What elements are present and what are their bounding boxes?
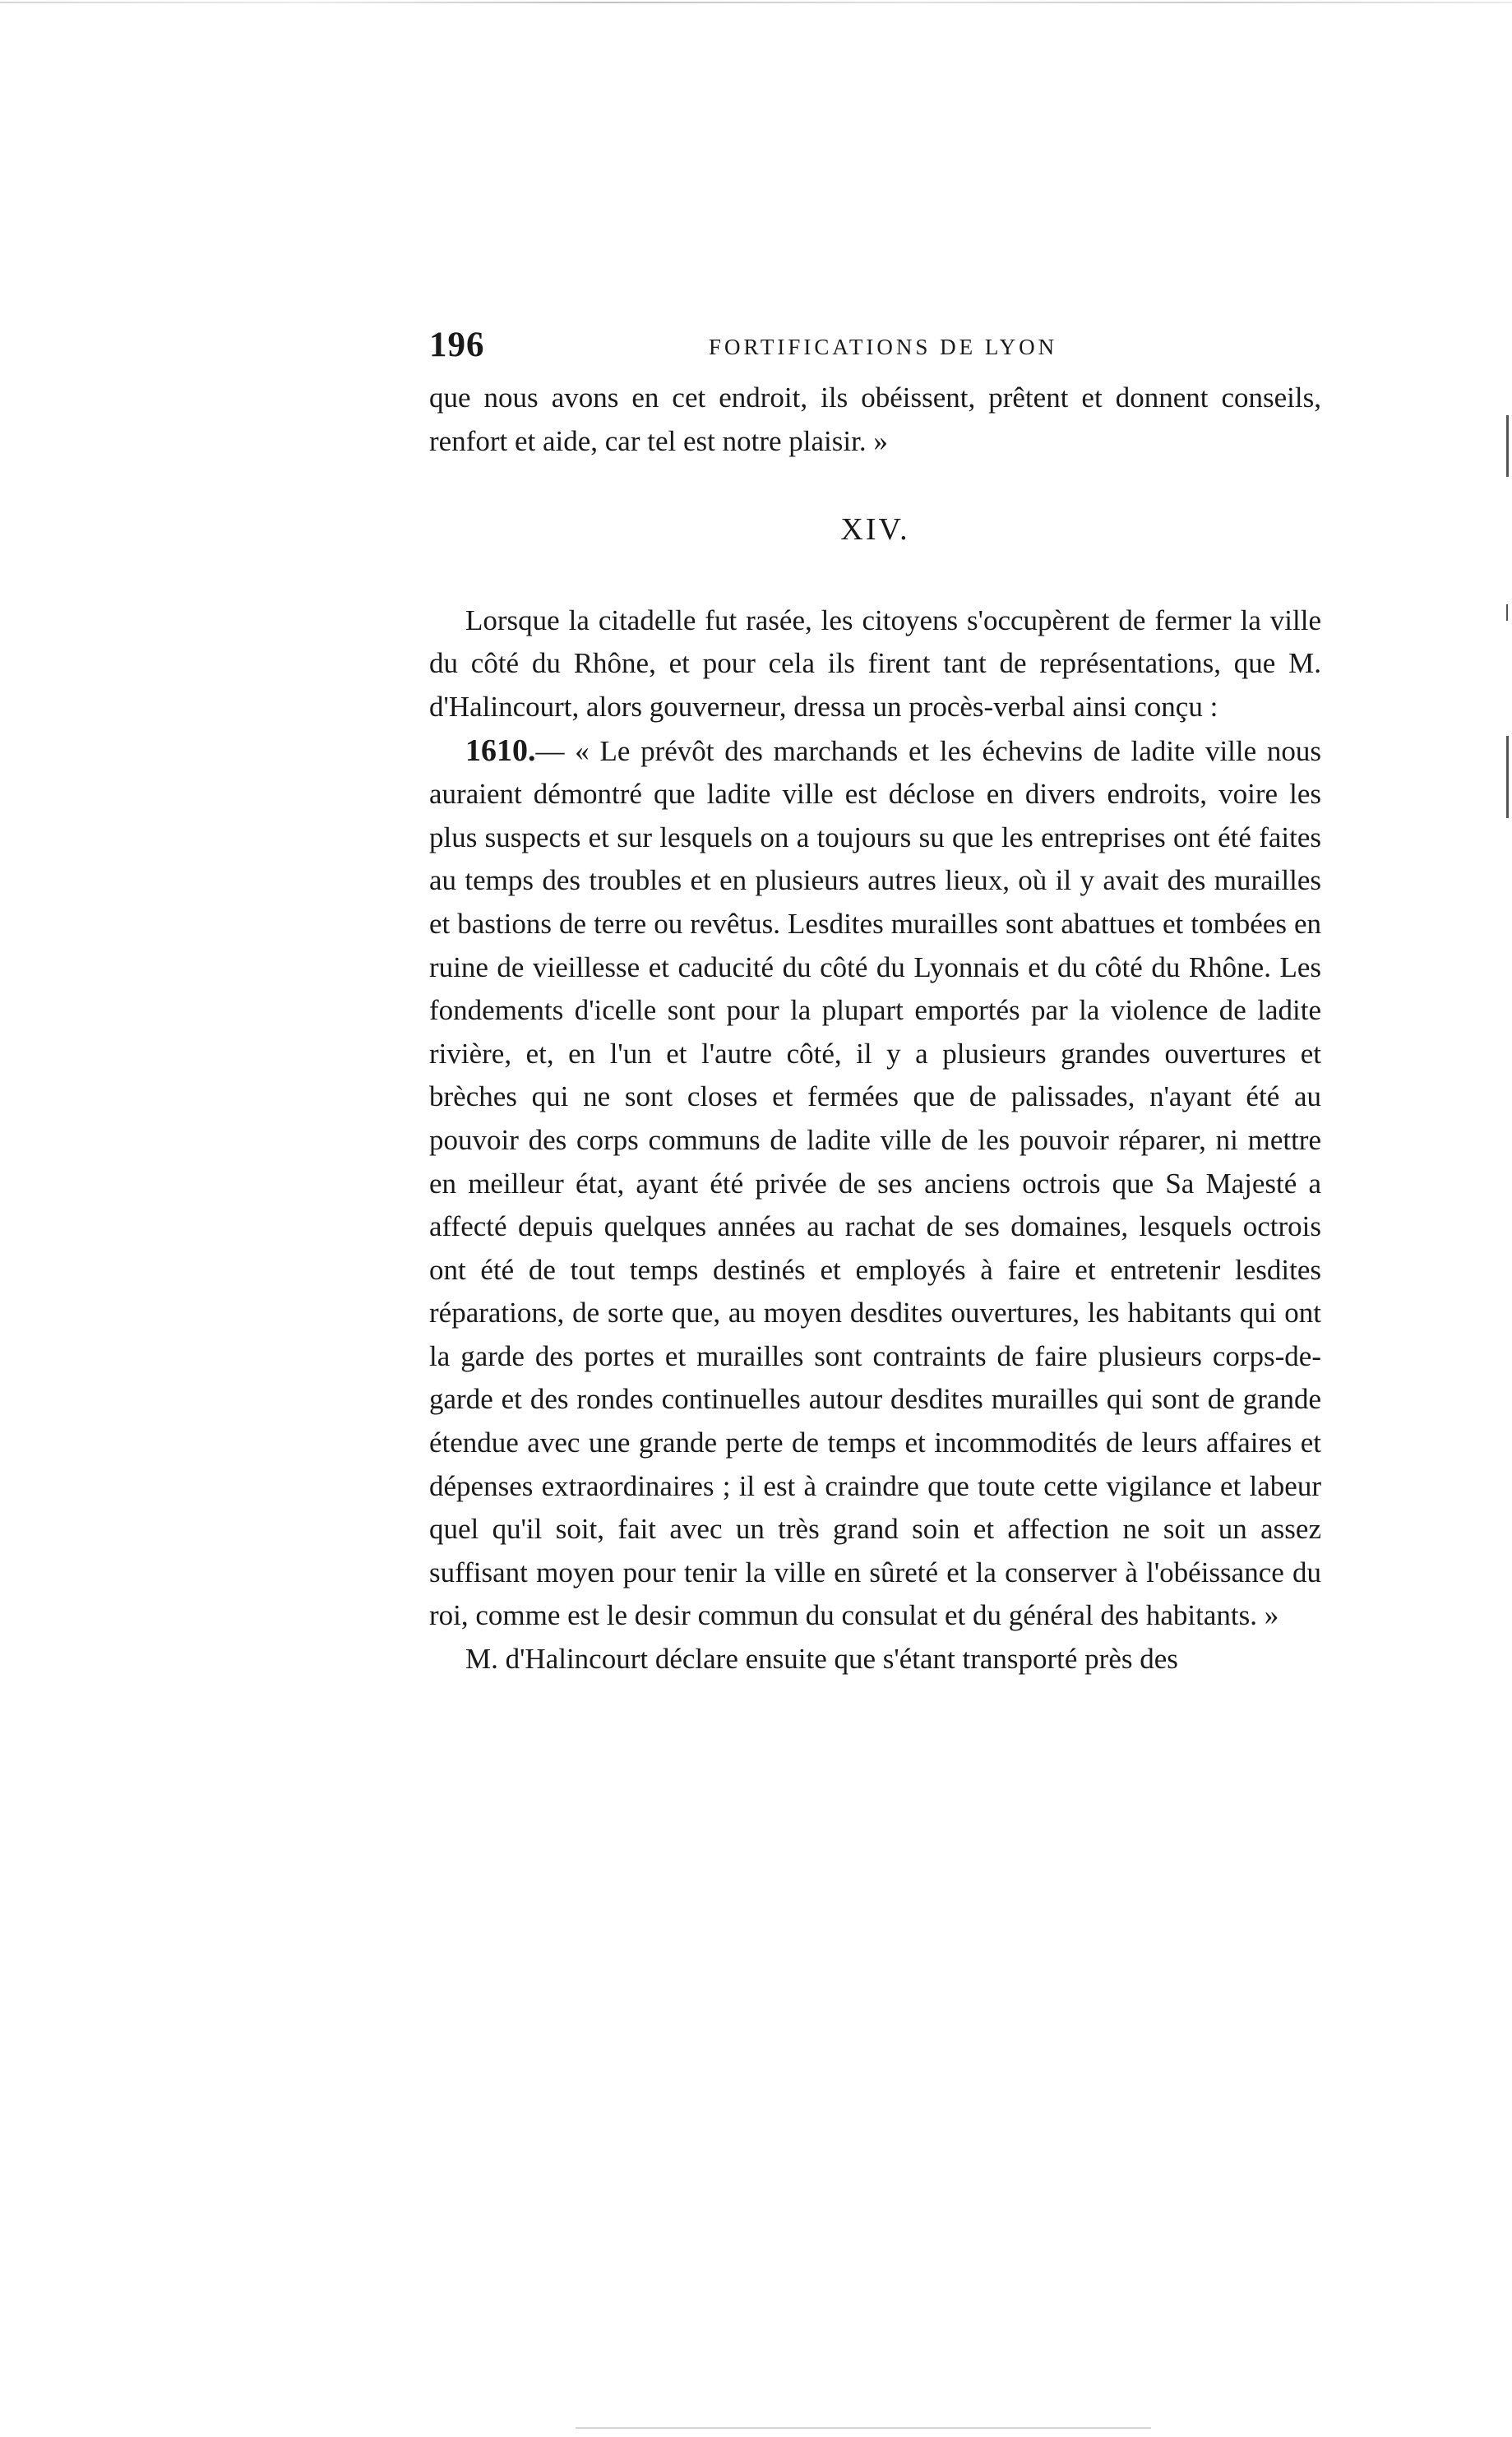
page-number: 196 [429, 326, 485, 364]
proces-verbal-text: — « Le prévôt des marchands et les échevins de ladite ville nous auraient démontré que ladite ville est déclose en divers endroits, voire les plus suspects et sur lesquels on a toujours su que les entreprises ont été faites au temps des troubles et en plusieurs autres lieux, où il y avait des murailles et bastions de terre ou revêtus. Lesdites murailles sont abattues et tombées en ruine de vieillesse et caducité du côté du Lyonnais et du côté du Rhône. Les fondements d'icelle sont pour la plupart emportés par la violence de ladite rivière, et, en l'un et l'autre côté, il y a plusieurs grandes ouvertures et brèches qui ne sont closes et fermées que de palissades, n'ayant été au pouvoir des corps communs de ladite ville de les pouvoir réparer, ni mettre en meilleur état, ayant été privée de ses anciens octrois que Sa Majesté a affecté depuis quelques années au rachat de ses domaines, lesquels octrois ont été de tout temps destinés et employés à faire et entretenir lesdites réparations, de sorte que, au moyen desdites ouvertures, les habitants qui ont la garde des portes et murailles sont contraints de faire plusieurs corps-de-garde et des rondes continuelles autour desdites murailles qui sont de grande étendue avec une grande perte de temps et incommodités de leurs affaires et dépenses extraordinaires ; il est à craindre que toute cette vigilance et labeur quel qu'il soit, fait avec un très grand soin et affection ne soit un assez suffisant moyen pour tenir la ville en sûreté et la conserver à l'obéissance du roi, comme est le desir commun du consulat et du général des habitants. » [429, 734, 1321, 1632]
paragraph-citadelle: Lorsque la citadelle fut rasée, les citoyens s'occupèrent de fermer la ville du côté du Rhône, et pour cela ils firent tant de représentations, que M. d'Halincourt, alors gouverneur, dressa un procès-verbal ainsi conçu : [429, 603, 1321, 723]
scan-bottom-edge [576, 2427, 1151, 2429]
scan-edge-mark [1506, 736, 1509, 818]
running-head [429, 325, 1317, 371]
text-block [429, 377, 1321, 1681]
continued-paragraph: que nous avons en cet endroit, ils obéissent, prêtent et donnent conseils, renfort et aide, car tel est notre plaisir. » [429, 382, 1321, 457]
section-heading: XIV. [840, 512, 910, 548]
paragraph-halincourt: M. d'Halincourt déclare ensuite que s'étant transporté près des [465, 1643, 1178, 1676]
scan-edge-mark [1506, 604, 1508, 621]
paragraph-proces-verbal [429, 729, 1321, 1638]
scan-edge-mark [1506, 415, 1509, 477]
scan-top-edge [0, 2, 1512, 3]
year-marker: 1610. [465, 733, 536, 768]
running-title: FORTIFICATIONS DE LYON [709, 335, 1058, 359]
